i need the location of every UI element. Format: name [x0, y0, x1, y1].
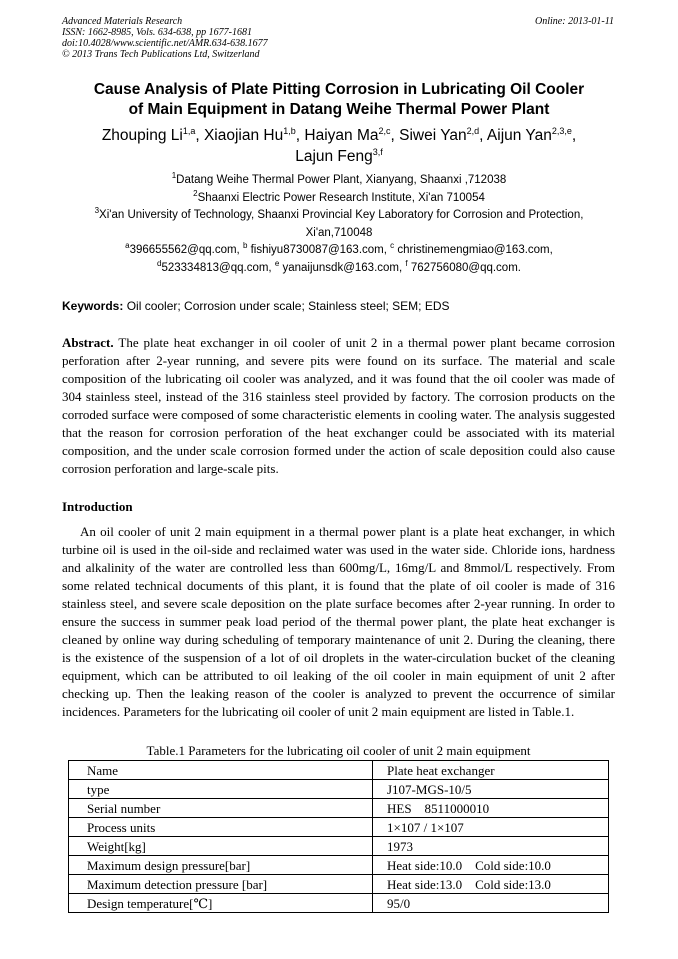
parameter-name-cell: Name [69, 761, 373, 780]
keywords-text: Oil cooler; Corrosion under scale; Stainless steel; SEM; EDS [126, 299, 450, 313]
table-row [69, 799, 609, 818]
parameter-name-cell: Weight[kg] [69, 837, 373, 856]
email-line: $^d$523334813@qq.com, $^e$ yanaijunsdk@163.com, $^f$ 762756080@qq.com. [157, 258, 521, 274]
table-row [69, 856, 609, 875]
email[interactable]: 762756080@qq.com [410, 261, 518, 274]
author-sup: 3,f [372, 147, 383, 157]
author-name: Xiaojian Hu [203, 127, 284, 144]
parameter-value-cell: 1×107 / 1×107 [373, 818, 609, 837]
email-sup: c [390, 241, 395, 250]
parameter-value-cell: Heat side:13.0 Cold side:13.0 [373, 875, 609, 894]
affiliation-text: Xi'an University of Technology, Shaanxi Provincial Key Laboratory for Corrosion and Protection, Xi'an,710048 [99, 209, 584, 239]
parameter-name-cell: Process units [69, 818, 373, 837]
email-sup: a [125, 241, 130, 250]
affiliation-sup: 3 [94, 206, 100, 215]
table-row [69, 894, 609, 913]
affiliation-sup: 2 [193, 188, 198, 198]
author-name: Zhouping Li [101, 127, 183, 144]
affiliation-text: Shaanxi Electric Power Research Institute, Xi'an 710054 [197, 191, 485, 204]
email-sup: f [405, 258, 408, 268]
parameter-name-cell: type [69, 780, 373, 799]
affiliation-text: Datang Weihe Thermal Power Plant, Xianyang, Shaanxi ,712038 [176, 174, 507, 186]
issn-line: ISSN: 1662-8985, Vols. 634-638, pp 1677-1681 [62, 27, 252, 38]
author-sup: 1,b [283, 126, 296, 136]
author-sup: 2,c [378, 126, 391, 136]
email[interactable]: fishiyu8730087@163.com [250, 244, 384, 256]
author-list: Zhouping Li$^{1,a}$, Xiaojian Hu$^{1,b}$, Haiyan Ma$^{2,c}$, Siwei Yan$^{2,d}$, Aijun Yan$^{2,3,e}$, Lajun Feng$^{3,f}$ [101, 126, 577, 165]
author-sup: 2,3,e [551, 126, 572, 136]
abstract-label: Abstract. [62, 335, 114, 350]
affiliation [62, 207, 616, 242]
keywords-label: Keywords: [62, 299, 124, 313]
paper-title [62, 80, 616, 120]
email[interactable]: christinemengmiao@163.com [397, 244, 550, 256]
parameter-table-body [69, 761, 609, 913]
introduction-paragraph: An oil cooler of unit 2 main equipment in a thermal power plant is a plate heat exchanger, in which turbine oil is used in the oil-side and reclaimed water was used in the water side. Chloride ions, hardness and alkalinity of the water are controlled less than 600mg/L, 16mg/L and 8mmol/L respectively. From some related technical documents of this plant, it is found that the plate of oil cooler is made of 316 stainless steel, and severe scale deposition on the plate surface becomes after 2-year running. In order to ensure the success in summer peak load period of the thermal power plant, the plate heat exchanger is cleaned by online way during scheduling of temporary maintenance of unit 2. During the cleaning, there is the existence of the suspension of a lot of oil droplets in the water-circulation bucket of the cleaning equipment, which can be attributed to oil leaking of the oil cooler in main equipment of unit 2 after checking up. Then the leaking reason of the cooler is analyzed to prevent the occurrence of similar incidences. Parameters for the lubricating oil cooler of unit 2 main equipment are listed in Table.1. [62, 524, 615, 719]
table-caption: Table.1 Parameters for the lubricating oil cooler of unit 2 main equipment [146, 743, 531, 758]
parameter-name-cell: Maximum design pressure[bar] [69, 856, 373, 875]
keywords [62, 299, 616, 313]
parameter-name-cell: Design temperature[℃] [69, 894, 373, 913]
abstract [62, 334, 615, 478]
affiliation [62, 172, 616, 190]
parameter-value-cell: J107-MGS-10/5 [373, 780, 609, 799]
affiliations [62, 172, 616, 277]
copyright-line: © 2013 Trans Tech Publications Ltd, Switzerland [62, 49, 260, 60]
table-row [69, 818, 609, 837]
online-date: Online: 2013-01-11 [535, 16, 614, 27]
email-line: $^a$396655562@qq.com, $^b$ fishiyu8730087@163.com, $^c$ christinemengmiao@163.com, [125, 241, 553, 256]
author-name: Lajun Feng [295, 148, 373, 165]
email-sup: d [157, 258, 162, 268]
email-sup: e [274, 258, 280, 268]
parameter-value-cell: 95/0 [373, 894, 609, 913]
title-line-2: of Main Equipment in Datang Weihe Thermal Power Plant [128, 101, 550, 118]
table-row [69, 761, 609, 780]
journal-name: Advanced Materials Research [62, 16, 183, 27]
doi-line: doi:10.4028/www.scientific.net/AMR.634-638.1677 [62, 38, 268, 49]
table-row [69, 875, 609, 894]
email-sup: b [242, 241, 248, 250]
author-name: Siwei Yan [399, 127, 467, 144]
title-line-1: Cause Analysis of Plate Pitting Corrosion in Lubricating Oil Cooler [93, 81, 585, 98]
email[interactable]: yanaijunsdk@163.com [282, 261, 399, 274]
parameter-name-cell: Maximum detection pressure [bar] [69, 875, 373, 894]
author-name: Aijun Yan [486, 127, 552, 144]
parameter-value-cell: 1973 [373, 837, 609, 856]
parameter-table [68, 760, 609, 913]
abstract-text: The plate heat exchanger in oil cooler of unit 2 in a thermal power plant became corrosion perforation after 2-year running, and severe pits were found on its surface. The material and scale composition of the lubricating oil cooler was analyzed, and it was found that the oil cooler was made of 304 stainless steel, instead of the 316 stainless steel provided by factory. The corrosion products on the corroded surface were composed of some characteristic elements in cooling water. The analysis suggested that the reason for corrosion perforation of the heat exchanger could be associated with its material composition, and the under scale corrosion formed under the action of scale deposition could also cause corrosion perforation and large-scale pits. [62, 335, 616, 476]
affiliation-sup: 1 [171, 171, 177, 180]
email[interactable]: 396655562@qq.com [129, 244, 237, 256]
affiliation [62, 190, 616, 208]
parameter-value-cell: HES 8511000010 [373, 799, 609, 818]
table-row [69, 837, 609, 856]
parameter-value-cell: Plate heat exchanger [373, 761, 609, 780]
parameter-value-cell: Heat side:10.0 Cold side:10.0 [373, 856, 609, 875]
author-sup: 2,d [466, 126, 480, 136]
author-sup: 1,a [182, 126, 196, 136]
journal-header [62, 16, 482, 60]
parameter-name-cell: Serial number [69, 799, 373, 818]
email[interactable]: 523334813@qq.com [161, 261, 269, 274]
table-row [69, 780, 609, 799]
section-heading: Introduction [62, 499, 133, 514]
author-name: Haiyan Ma [304, 127, 379, 144]
